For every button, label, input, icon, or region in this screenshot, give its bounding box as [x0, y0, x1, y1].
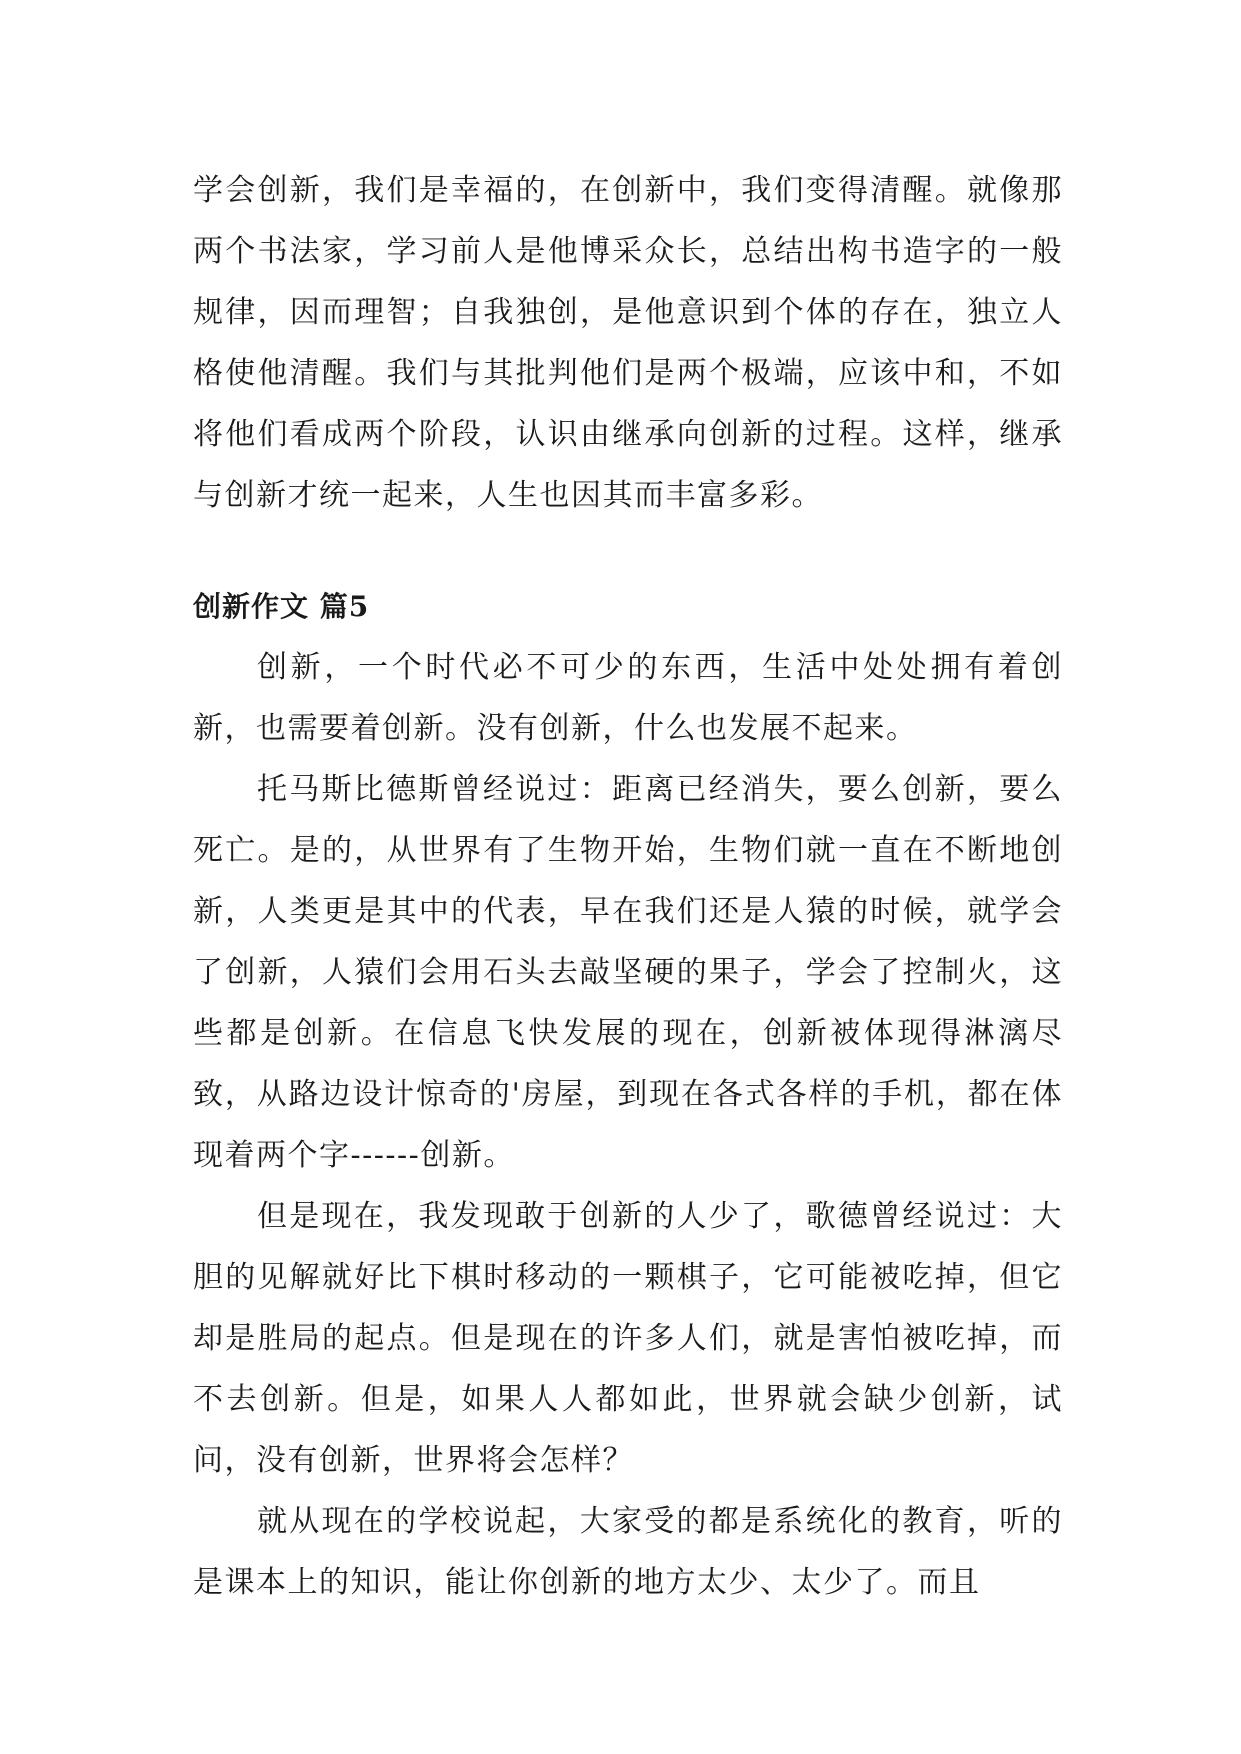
body-paragraph-1: 创新，一个时代必不可少的东西，生活中处处拥有着创新，也需要着创新。没有创新，什么也发展不起来。 — [193, 650, 1063, 746]
body-paragraph-4: 就从现在的学校说起，大家受的都是系统化的教育，听的是课本上的知识，能让你创新的地方太少、太少了。而且 — [193, 1504, 1063, 1600]
body-paragraph-3: 但是现在，我发现敢于创新的人少了，歌德曾经说过：大胆的见解就好比下棋时移动的一颗棋子，它可能被吃掉，但它却是胜局的起点。但是现在的许多人们，就是害怕被吃掉，而不去创新。但是，如果人人都如此，世界就会缺少创新，试问，没有创新，世界将会怎样？ — [193, 1199, 1063, 1478]
continuation-paragraph: 学会创新，我们是幸福的，在创新中，我们变得清醒。就像那两个书法家，学习前人是他博采众长，总结出构书造字的一般规律，因而理智；自我独创，是他意识到个体的存在，独立人格使他清醒。我们与其批判他们是两个极端，应该中和，不如将他们看成两个阶段，认识由继承向创新的过程。这样，继承与创新才统一起来，人生也因其而丰富多彩。 — [193, 173, 1063, 513]
document-page — [193, 160, 1063, 1613]
body-paragraph-2: 托马斯比德斯曾经说过：距离已经消失，要么创新，要么死亡。是的，从世界有了生物开始，生物们就一直在不断地创新，人类更是其中的代表，早在我们还是人猿的时候，就学会了创新，人猿们会用石头去敲坚硬的果子，学会了控制火，这些都是创新。在信息飞快发展的现在，创新被体现得淋漓尽致，从路边设计惊奇的'房屋，到现在各式各样的手机，都在体现着两个字------创新。 — [193, 772, 1063, 1173]
section-title: 创新作文 篇5 — [193, 590, 370, 623]
